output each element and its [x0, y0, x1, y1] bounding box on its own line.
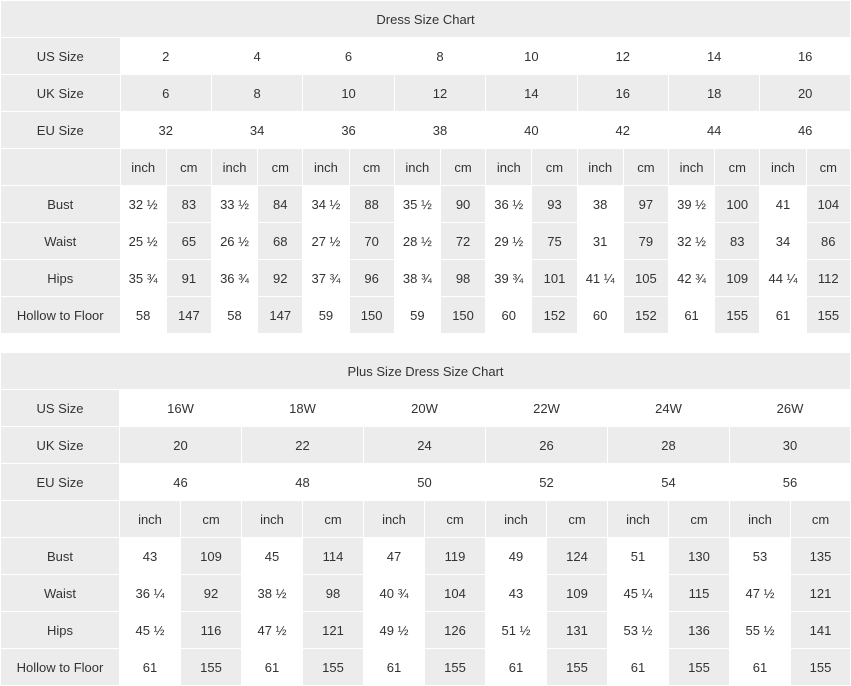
table-cell: 41	[760, 186, 806, 223]
table-cell: 30	[730, 427, 851, 464]
table-cell: 150	[349, 297, 394, 334]
table-cell: 84	[258, 186, 303, 223]
table-cell: 104	[425, 575, 486, 612]
row-label-uk-size: UK Size	[1, 427, 120, 464]
unit-cell: cm	[623, 149, 668, 186]
plus-size-dress-size-chart-block	[0, 352, 851, 686]
table-cell: 10	[486, 38, 577, 75]
unit-cell: cm	[532, 149, 577, 186]
table-cell: 56	[730, 464, 851, 501]
table-cell: 98	[303, 575, 364, 612]
table-cell: 42	[577, 112, 668, 149]
table-cell: 70	[349, 223, 394, 260]
table-cell: 92	[181, 575, 242, 612]
table-cell: 35 ½	[394, 186, 440, 223]
table-cell: 104	[806, 186, 850, 223]
table-cell: 25 ½	[120, 223, 166, 260]
table-cell: 43	[486, 575, 547, 612]
table-cell: 12	[394, 75, 485, 112]
table-row-eu-size	[1, 112, 851, 149]
table-cell: 152	[623, 297, 668, 334]
table-cell: 32 ½	[120, 186, 166, 223]
row-label-hips: Hips	[1, 260, 121, 297]
table-cell: 24	[364, 427, 486, 464]
table-cell: 26	[486, 427, 608, 464]
table-cell: 38 ½	[242, 575, 303, 612]
unit-cell: inch	[668, 149, 714, 186]
table-cell: 44 ¼	[760, 260, 806, 297]
table-cell: 141	[791, 612, 851, 649]
row-label-bust: Bust	[1, 538, 120, 575]
dress-size-chart-table	[0, 0, 851, 334]
table-cell: 155	[806, 297, 850, 334]
table-cell: 91	[166, 260, 211, 297]
table-row-us-size	[1, 38, 851, 75]
table-cell: 37 ¾	[303, 260, 349, 297]
table-cell: 38	[577, 186, 623, 223]
table-cell: 53	[730, 538, 791, 575]
unit-cell: cm	[669, 501, 730, 538]
table-cell: 109	[181, 538, 242, 575]
table-cell: 26 ½	[211, 223, 257, 260]
row-label-hips: Hips	[1, 612, 120, 649]
unit-cell: inch	[486, 501, 547, 538]
table-cell: 16	[760, 38, 851, 75]
table-cell: 61	[730, 649, 791, 686]
row-label-hollow-to-floor: Hollow to Floor	[1, 297, 121, 334]
unit-cell: cm	[715, 149, 760, 186]
table-cell: 46	[120, 464, 242, 501]
unit-cell: cm	[440, 149, 485, 186]
unit-cell: inch	[760, 149, 806, 186]
table-cell: 96	[349, 260, 394, 297]
table-cell: 115	[669, 575, 730, 612]
table-cell: 22	[242, 427, 364, 464]
table-cell: 34 ½	[303, 186, 349, 223]
table-row-bust	[1, 538, 851, 575]
table-cell: 90	[440, 186, 485, 223]
unit-cell: inch	[242, 501, 303, 538]
table-cell: 75	[532, 223, 577, 260]
table-cell: 105	[623, 260, 668, 297]
table-cell: 147	[166, 297, 211, 334]
chart-title: Plus Size Dress Size Chart	[1, 353, 851, 390]
table-cell: 152	[532, 297, 577, 334]
table-cell: 43	[120, 538, 181, 575]
table-cell: 155	[181, 649, 242, 686]
row-label-us-size: US Size	[1, 390, 120, 427]
table-cell: 32 ½	[668, 223, 714, 260]
table-cell: 42 ¾	[668, 260, 714, 297]
table-cell: 119	[425, 538, 486, 575]
table-cell: 97	[623, 186, 668, 223]
table-cell: 24W	[608, 390, 730, 427]
table-cell: 155	[303, 649, 364, 686]
table-cell: 83	[715, 223, 760, 260]
table-cell: 79	[623, 223, 668, 260]
chart-divider	[0, 334, 851, 352]
row-label-units	[1, 501, 120, 538]
table-row-units	[1, 501, 851, 538]
table-row-units	[1, 149, 851, 186]
table-row-bust	[1, 186, 851, 223]
row-label-hollow-to-floor: Hollow to Floor	[1, 649, 120, 686]
table-cell: 92	[258, 260, 303, 297]
table-cell: 150	[440, 297, 485, 334]
row-label-us-size: US Size	[1, 38, 121, 75]
plus-size-dress-size-chart-table	[0, 352, 851, 686]
row-label-eu-size: EU Size	[1, 112, 121, 149]
table-cell: 61	[760, 297, 806, 334]
table-cell: 58	[211, 297, 257, 334]
table-cell: 93	[532, 186, 577, 223]
table-cell: 72	[440, 223, 485, 260]
table-cell: 135	[791, 538, 851, 575]
table-cell: 45 ½	[120, 612, 181, 649]
table-cell: 18	[668, 75, 759, 112]
table-cell: 14	[668, 38, 759, 75]
table-cell: 155	[669, 649, 730, 686]
table-row-hollow-to-floor	[1, 297, 851, 334]
table-cell: 60	[577, 297, 623, 334]
table-cell: 155	[425, 649, 486, 686]
unit-cell: inch	[730, 501, 791, 538]
chart-title: Dress Size Chart	[1, 1, 851, 38]
table-cell: 68	[258, 223, 303, 260]
table-cell: 28	[608, 427, 730, 464]
table-cell: 147	[258, 297, 303, 334]
unit-cell: inch	[394, 149, 440, 186]
table-cell: 36 ¾	[211, 260, 257, 297]
table-cell: 38 ¾	[394, 260, 440, 297]
table-cell: 47 ½	[730, 575, 791, 612]
table-cell: 47	[364, 538, 425, 575]
row-label-waist: Waist	[1, 223, 121, 260]
table-cell: 8	[394, 38, 485, 75]
table-cell: 20	[120, 427, 242, 464]
table-cell: 121	[303, 612, 364, 649]
table-cell: 86	[806, 223, 850, 260]
table-cell: 31	[577, 223, 623, 260]
table-cell: 114	[303, 538, 364, 575]
table-cell: 60	[486, 297, 532, 334]
unit-cell: cm	[791, 501, 851, 538]
table-cell: 40 ¾	[364, 575, 425, 612]
table-cell: 130	[669, 538, 730, 575]
table-row-hollow-to-floor	[1, 649, 851, 686]
table-cell: 126	[425, 612, 486, 649]
table-row-waist	[1, 575, 851, 612]
table-row-title	[1, 1, 851, 38]
table-row-waist	[1, 223, 851, 260]
table-cell: 39 ¾	[486, 260, 532, 297]
table-cell: 59	[394, 297, 440, 334]
unit-cell: inch	[608, 501, 669, 538]
table-cell: 45	[242, 538, 303, 575]
table-cell: 27 ½	[303, 223, 349, 260]
table-cell: 49 ½	[364, 612, 425, 649]
table-cell: 22W	[486, 390, 608, 427]
row-label-waist: Waist	[1, 575, 120, 612]
table-row-us-size	[1, 390, 851, 427]
table-cell: 33 ½	[211, 186, 257, 223]
unit-cell: inch	[364, 501, 425, 538]
table-cell: 100	[715, 186, 760, 223]
table-row-uk-size	[1, 75, 851, 112]
table-cell: 39 ½	[668, 186, 714, 223]
unit-cell: inch	[120, 501, 181, 538]
table-row-uk-size	[1, 427, 851, 464]
table-cell: 136	[669, 612, 730, 649]
table-cell: 16W	[120, 390, 242, 427]
table-cell: 112	[806, 260, 850, 297]
table-cell: 116	[181, 612, 242, 649]
table-cell: 40	[486, 112, 577, 149]
table-cell: 155	[547, 649, 608, 686]
table-cell: 16	[577, 75, 668, 112]
table-cell: 26W	[730, 390, 851, 427]
table-cell: 20W	[364, 390, 486, 427]
table-cell: 155	[715, 297, 760, 334]
unit-cell: cm	[547, 501, 608, 538]
table-cell: 36	[303, 112, 394, 149]
table-cell: 109	[547, 575, 608, 612]
table-cell: 50	[364, 464, 486, 501]
table-cell: 46	[760, 112, 851, 149]
table-cell: 51 ½	[486, 612, 547, 649]
table-cell: 4	[211, 38, 302, 75]
table-cell: 124	[547, 538, 608, 575]
unit-cell: cm	[258, 149, 303, 186]
table-cell: 38	[394, 112, 485, 149]
row-label-units	[1, 149, 121, 186]
row-label-eu-size: EU Size	[1, 464, 120, 501]
table-cell: 61	[608, 649, 669, 686]
table-cell: 55 ½	[730, 612, 791, 649]
table-row-hips	[1, 260, 851, 297]
table-cell: 45 ¼	[608, 575, 669, 612]
table-cell: 8	[211, 75, 302, 112]
unit-cell: cm	[806, 149, 850, 186]
table-cell: 58	[120, 297, 166, 334]
table-cell: 20	[760, 75, 851, 112]
table-cell: 14	[486, 75, 577, 112]
table-row-title	[1, 353, 851, 390]
table-cell: 48	[242, 464, 364, 501]
unit-cell: cm	[349, 149, 394, 186]
table-cell: 109	[715, 260, 760, 297]
table-cell: 121	[791, 575, 851, 612]
unit-cell: inch	[303, 149, 349, 186]
table-cell: 49	[486, 538, 547, 575]
table-row-eu-size	[1, 464, 851, 501]
table-cell: 36 ¼	[120, 575, 181, 612]
table-cell: 83	[166, 186, 211, 223]
row-label-uk-size: UK Size	[1, 75, 121, 112]
table-cell: 10	[303, 75, 394, 112]
unit-cell: cm	[166, 149, 211, 186]
table-cell: 35 ¾	[120, 260, 166, 297]
unit-cell: cm	[303, 501, 364, 538]
table-cell: 6	[303, 38, 394, 75]
table-cell: 61	[668, 297, 714, 334]
table-cell: 61	[242, 649, 303, 686]
table-cell: 88	[349, 186, 394, 223]
table-cell: 34	[760, 223, 806, 260]
table-cell: 2	[120, 38, 211, 75]
table-cell: 59	[303, 297, 349, 334]
table-cell: 29 ½	[486, 223, 532, 260]
unit-cell: inch	[577, 149, 623, 186]
unit-cell: inch	[120, 149, 166, 186]
table-cell: 65	[166, 223, 211, 260]
table-cell: 6	[120, 75, 211, 112]
table-cell: 36 ½	[486, 186, 532, 223]
table-cell: 61	[486, 649, 547, 686]
table-cell: 47 ½	[242, 612, 303, 649]
table-cell: 34	[211, 112, 302, 149]
table-cell: 51	[608, 538, 669, 575]
table-cell: 61	[364, 649, 425, 686]
unit-cell: inch	[211, 149, 257, 186]
table-cell: 41 ¼	[577, 260, 623, 297]
table-cell: 54	[608, 464, 730, 501]
table-cell: 53 ½	[608, 612, 669, 649]
table-cell: 12	[577, 38, 668, 75]
table-cell: 32	[120, 112, 211, 149]
table-cell: 155	[791, 649, 851, 686]
unit-cell: cm	[181, 501, 242, 538]
unit-cell: inch	[486, 149, 532, 186]
table-cell: 101	[532, 260, 577, 297]
row-label-bust: Bust	[1, 186, 121, 223]
table-cell: 61	[120, 649, 181, 686]
table-cell: 44	[668, 112, 759, 149]
unit-cell: cm	[425, 501, 486, 538]
table-cell: 131	[547, 612, 608, 649]
dress-size-chart-block	[0, 0, 851, 334]
table-cell: 18W	[242, 390, 364, 427]
table-row-hips	[1, 612, 851, 649]
table-cell: 28 ½	[394, 223, 440, 260]
table-cell: 52	[486, 464, 608, 501]
table-cell: 98	[440, 260, 485, 297]
